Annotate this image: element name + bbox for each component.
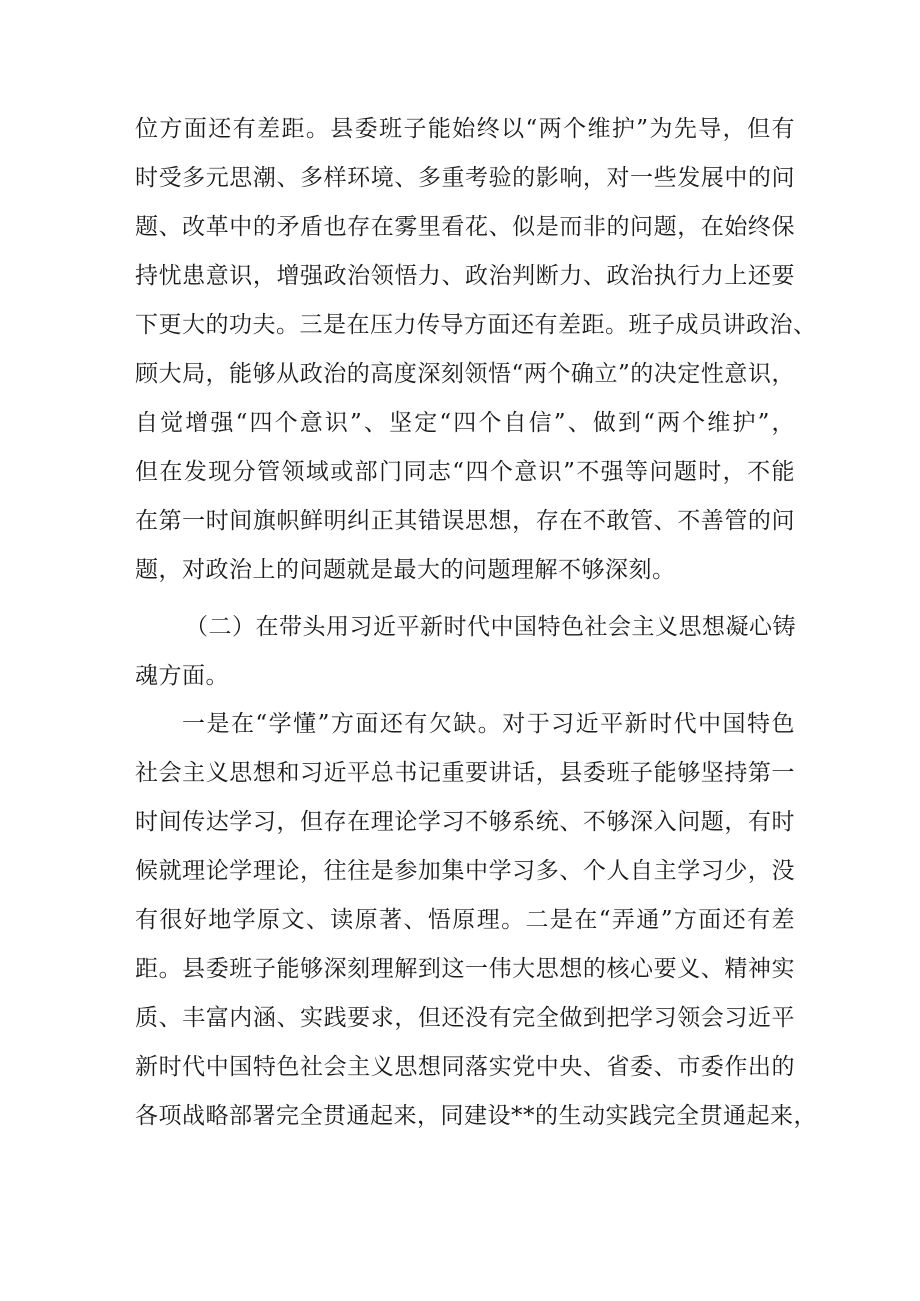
heading-line: 魂方面。 [135, 663, 229, 689]
text-line: 质、丰富内涵、实践要求，但还没有完全做到把学习领会习近平 [135, 1005, 795, 1031]
body-paragraph [135, 105, 817, 595]
text-line: 社会主义思想和习近平总书记重要讲话，县委班子能够坚持第一 [135, 760, 795, 786]
text-line: 题，对政治上的问题就是最大的问题理解不够深刻。 [135, 557, 676, 583]
text-line: 持忧患意识，增强政治领悟力、政治判断力、政治执行力上还要 [135, 263, 795, 289]
text-line: 新时代中国特色社会主义思想同落实党中央、省委、市委作出的 [135, 1054, 795, 1080]
section-heading [135, 603, 795, 701]
text-line: 候就理论学理论，往往是参加集中学习多、个人自主学习少，没 [135, 858, 795, 884]
text-line: 时间传达学习，但存在理论学习不够系统、不够深入问题，有时 [135, 809, 795, 835]
text-line: 但在发现分管领域或部门同志“四个意识”不强等问题时，不能 [135, 459, 795, 485]
text-line: 下更大的功夫。三是在压力传导方面还有差距。班子成员讲政治、 [135, 312, 817, 338]
text-line: 在第一时间旗帜鲜明纠正其错误思想，存在不敢管、不善管的问 [135, 508, 795, 534]
text-line: 距。县委班子能够深刻理解到这一伟大思想的核心要义、精神实 [135, 956, 795, 982]
text-line: 位方面还有差距。县委班子能始终以“两个维护”为先导，但有 [135, 116, 795, 142]
text-line: 有很好地学原文、读原著、悟原理。二是在“弄通”方面还有差 [135, 907, 795, 933]
text-line: 一是在“学懂”方面还有欠缺。对于习近平新时代中国特色 [182, 711, 795, 737]
heading-line: （二）在带头用习近平新时代中国特色社会主义思想凝心铸 [185, 614, 796, 640]
body-paragraph [135, 700, 817, 1141]
text-line: 各项战略部署完全贯通起来，同建设**的生动实践完全贯通起来， [135, 1103, 817, 1129]
text-line: 题、改革中的矛盾也存在雾里看花、似是而非的问题，在始终保 [135, 214, 795, 240]
text-line: 时受多元思潮、多样环境、多重考验的影响，对一些发展中的问 [135, 165, 795, 191]
text-line: 自觉增强“四个意识”、坚定“四个自信”、做到“两个维护”， [135, 410, 795, 436]
text-line: 顾大局，能够从政治的高度深刻领悟“两个确立”的决定性意识， [135, 361, 795, 387]
